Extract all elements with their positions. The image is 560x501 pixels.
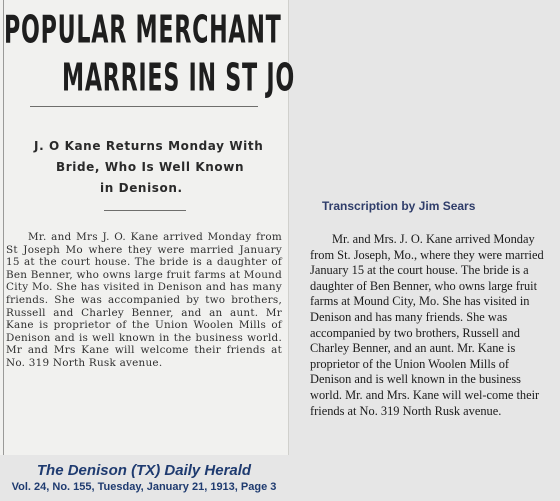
transcription-credit: Transcription by Jim Sears <box>322 199 476 213</box>
deck-divider <box>104 210 186 211</box>
article-body: Mr. and Mrs J. O. Kane arrived Monday from St Joseph Mo where they were married January 15 at the court house. The bride is a daughter of Ben Benner, who owns large fruit farms at Mound City Mo. She has visited in Denison and has many friends. She was accompanied by two brothers, Russell and Charley Benner, and an aunt. Mr Kane is proprietor of the Union Woolen Mills of Denison and is well known in the business world. Mr and Mrs Kane will welcome their friends at No. 319 North Rusk avenue. <box>6 231 282 369</box>
newspaper-name: The Denison (TX) Daily Herald <box>36 462 252 479</box>
headline-line-1: POPULAR MERCHANT <box>4 8 282 53</box>
newspaper-clipping <box>0 0 296 455</box>
deck-line-3: in Denison. <box>100 181 183 195</box>
transcription-text: Mr. and Mrs. J. O. Kane arrived Monday from St. Joseph, Mo., where they were married January 15 at the court house. The bride is a daughter of Ben Benner, who owns large fruit farms at Mound City, Mo. She has visited in Denison and has many friends. She was accompanied by two brothers, Russell and Charley Benner, and an aunt. Mr. Kane is proprietor of the Union Woolen Mills of Denison and is well known in the business world. Mr. and Mrs. Kane will wel-come their friends at No. 319 North Rusk avenue. <box>310 232 544 418</box>
headline-line-2: MARRIES IN ST JO <box>62 56 296 101</box>
headline-divider <box>30 106 258 107</box>
column-rule <box>3 0 4 455</box>
deck-line-1: J. O Kane Returns Monday With <box>34 139 264 153</box>
issue-details: Vol. 24, No. 155, Tuesday, January 21, 1913, Page 3 <box>11 481 277 493</box>
deck-line-2: Bride, Who Is Well Known <box>56 160 245 174</box>
